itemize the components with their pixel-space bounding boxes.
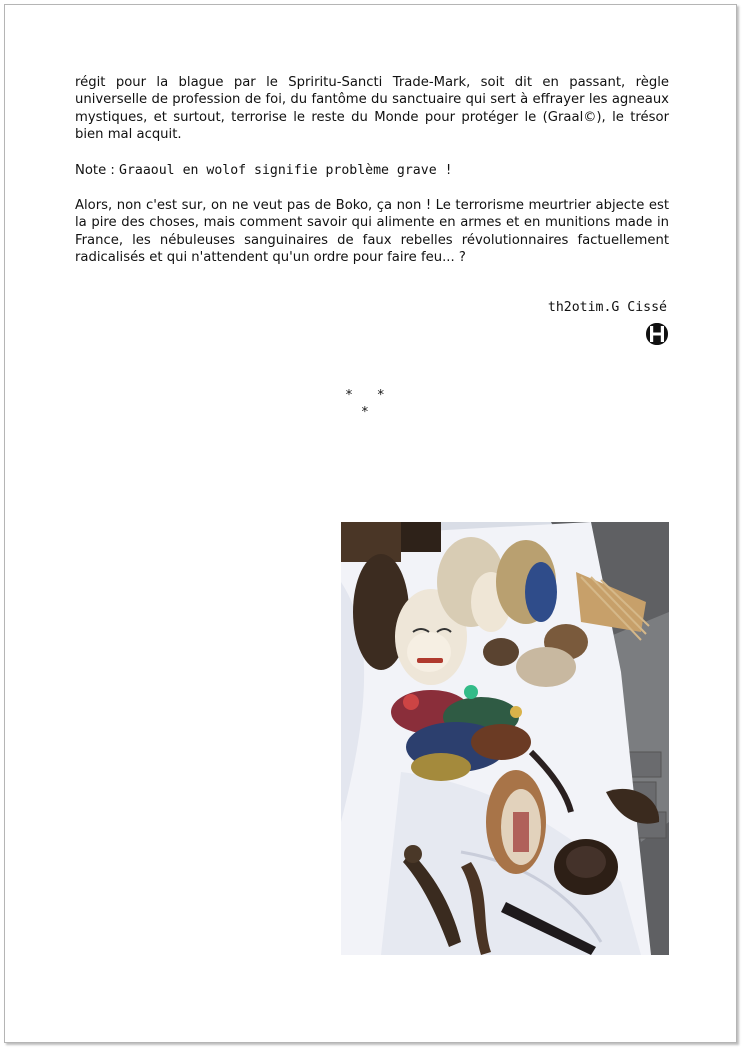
document-page: [4, 4, 737, 1043]
paragraph-1: régit pour la blague par le Spriritu-Sancti Trade-Mark, soit dit en passant, règle universelle de profession de foi, du fantôme du sanctuaire qui sert à effrayer les agneaux mystiques, et surtout, terrorise le reste du Monde pour protéger le (Graal©), le trésor bien mal acquit.: [75, 75, 669, 143]
masks-photo: [341, 522, 669, 955]
african-masks-market-stall-icon: [341, 522, 669, 955]
note-text: Graaoul en wolof signifie problème grave !: [119, 163, 453, 178]
note-paragraph: [75, 162, 669, 179]
paragraph-3: Alors, non c'est sur, on ne veut pas de Boko, ça non ! Le terrorisme meurtrier abjecte est la pire des choses, mais comment savoir qui alimente en armes et en munitions made in France, les nébuleuses sanguinaires de faux rebelles révolutionnaires factuellement radicalisés et qui n'attendent qu'un ordre pour faire feu... ?: [75, 198, 669, 266]
note-label: Note :: [75, 163, 120, 178]
section-separator: * * *: [345, 388, 385, 420]
signature-name: th2otim.G Cissé: [547, 300, 667, 315]
logo-glyph-icon: [645, 323, 669, 345]
